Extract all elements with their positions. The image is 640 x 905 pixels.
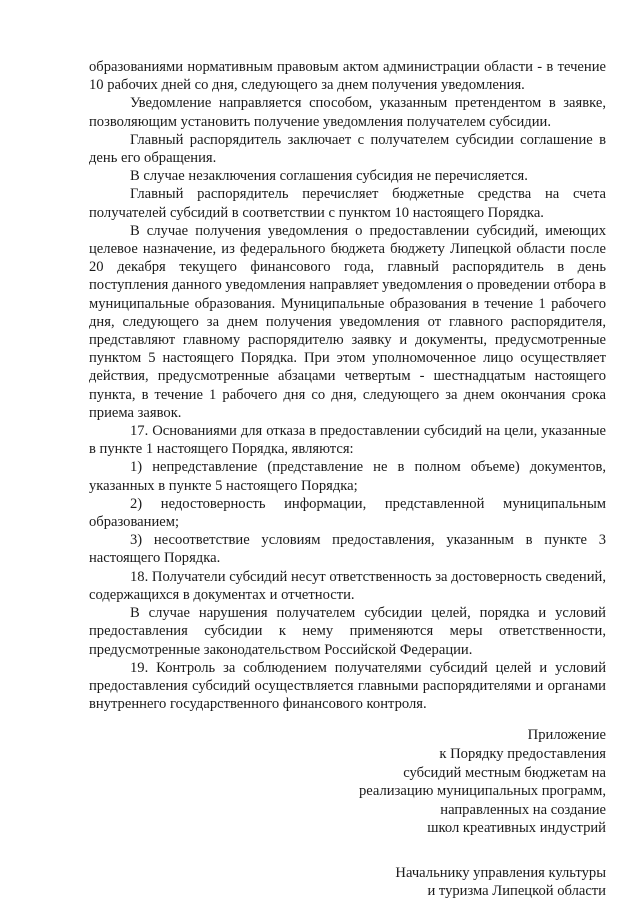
appendix-line: субсидий местным бюджетам на — [403, 764, 606, 781]
paragraph-continuation: образованиями нормативным правовым актом администрации области - в течение 10 рабочих дней со дня, следующего за днем получения уведомления. — [89, 59, 606, 94]
paragraph-agreement: Главный распорядитель заключает с получателем субсидии соглашение в день его обращения. — [89, 131, 606, 167]
paragraph-item-17-3: 3) несоответствие условиям предоставления, указанным в пункте 3 настоящего Порядка. — [89, 532, 606, 567]
paragraph-notification-method: Уведомление направляется способом, указанным претендентом в заявке, позволяющим установить получение уведомления получателем субсидии. — [89, 95, 606, 130]
paragraph-violation: В случае нарушения получателем субсидии целей, порядка и условий предоставления субсидии к нему применяются меры ответственности, предусмотренные законодательством Российской Федерации. — [89, 605, 606, 658]
paragraph-item-17-2: 2) недостоверность информации, представленной муниципальным образованием; — [89, 495, 606, 531]
addressee-block — [89, 864, 606, 901]
paragraph-item-17-1: 1) непредставление (представление не в полном объеме) документов, указанных в пункте 5 настоящего Порядка; — [89, 459, 606, 494]
paragraph-federal-notice: В случае получения уведомления о предоставлении субсидий, имеющих целевое назначение, из федерального бюджета бюджету Липецкой области после 20 декабря текущего финансового года, главный распорядитель в день поступления данного уведомления направляет уведомления о проведении отбора в муниципальные образования. Муниципальные образования в течение 1 рабочего дня, следующего за днем получения уведомления от главного распорядителя, представляют главному распорядителю заявку и документы, предусмотренные пунктом 5 настоящего Порядка. При этом уполномоченное лицо осуществляет действия, предусмотренные абзацами четвертым - шестнадцатым настоящего пункта, в течение 1 рабочего дня со дня, следующего за днем окончания срока приема заявок. — [89, 222, 606, 421]
appendix-line: школ креативных индустрий — [427, 820, 606, 837]
appendix-line: направленных на создание — [440, 801, 606, 818]
appendix-header — [89, 726, 606, 838]
appendix-line: к Порядку предоставления — [439, 745, 606, 762]
appendix-title: Приложение — [527, 727, 606, 744]
paragraph-no-agreement: В случае незаключения соглашения субсидия не перечисляется. — [130, 168, 528, 185]
paragraph-transfer: Главный распорядитель перечисляет бюджетные средства на счета получателей субсидий в соответствии с пунктом 10 настоящего Порядка. — [89, 186, 606, 221]
appendix-line: реализацию муниципальных программ, — [358, 783, 606, 800]
paragraph-item-19: 19. Контроль за соблюдением получателями субсидий целей и условий предоставления субсидий осуществляется главными распорядителями и органами внутреннего государственного финансового контроля. — [89, 659, 606, 713]
addressee-line: Начальнику управления культуры — [395, 864, 606, 881]
addressee-line: и туризма Липецкой области — [427, 883, 606, 900]
paragraph-item-17: 17. Основаниями для отказа в предоставлении субсидий на цели, указанные в пункте 1 настоящего Порядка, являются: — [89, 423, 606, 458]
paragraph-item-18: 18. Получатели субсидий несут ответственность за достоверность сведений, содержащихся в документах и отчетности. — [89, 568, 606, 603]
document-page — [89, 58, 606, 901]
